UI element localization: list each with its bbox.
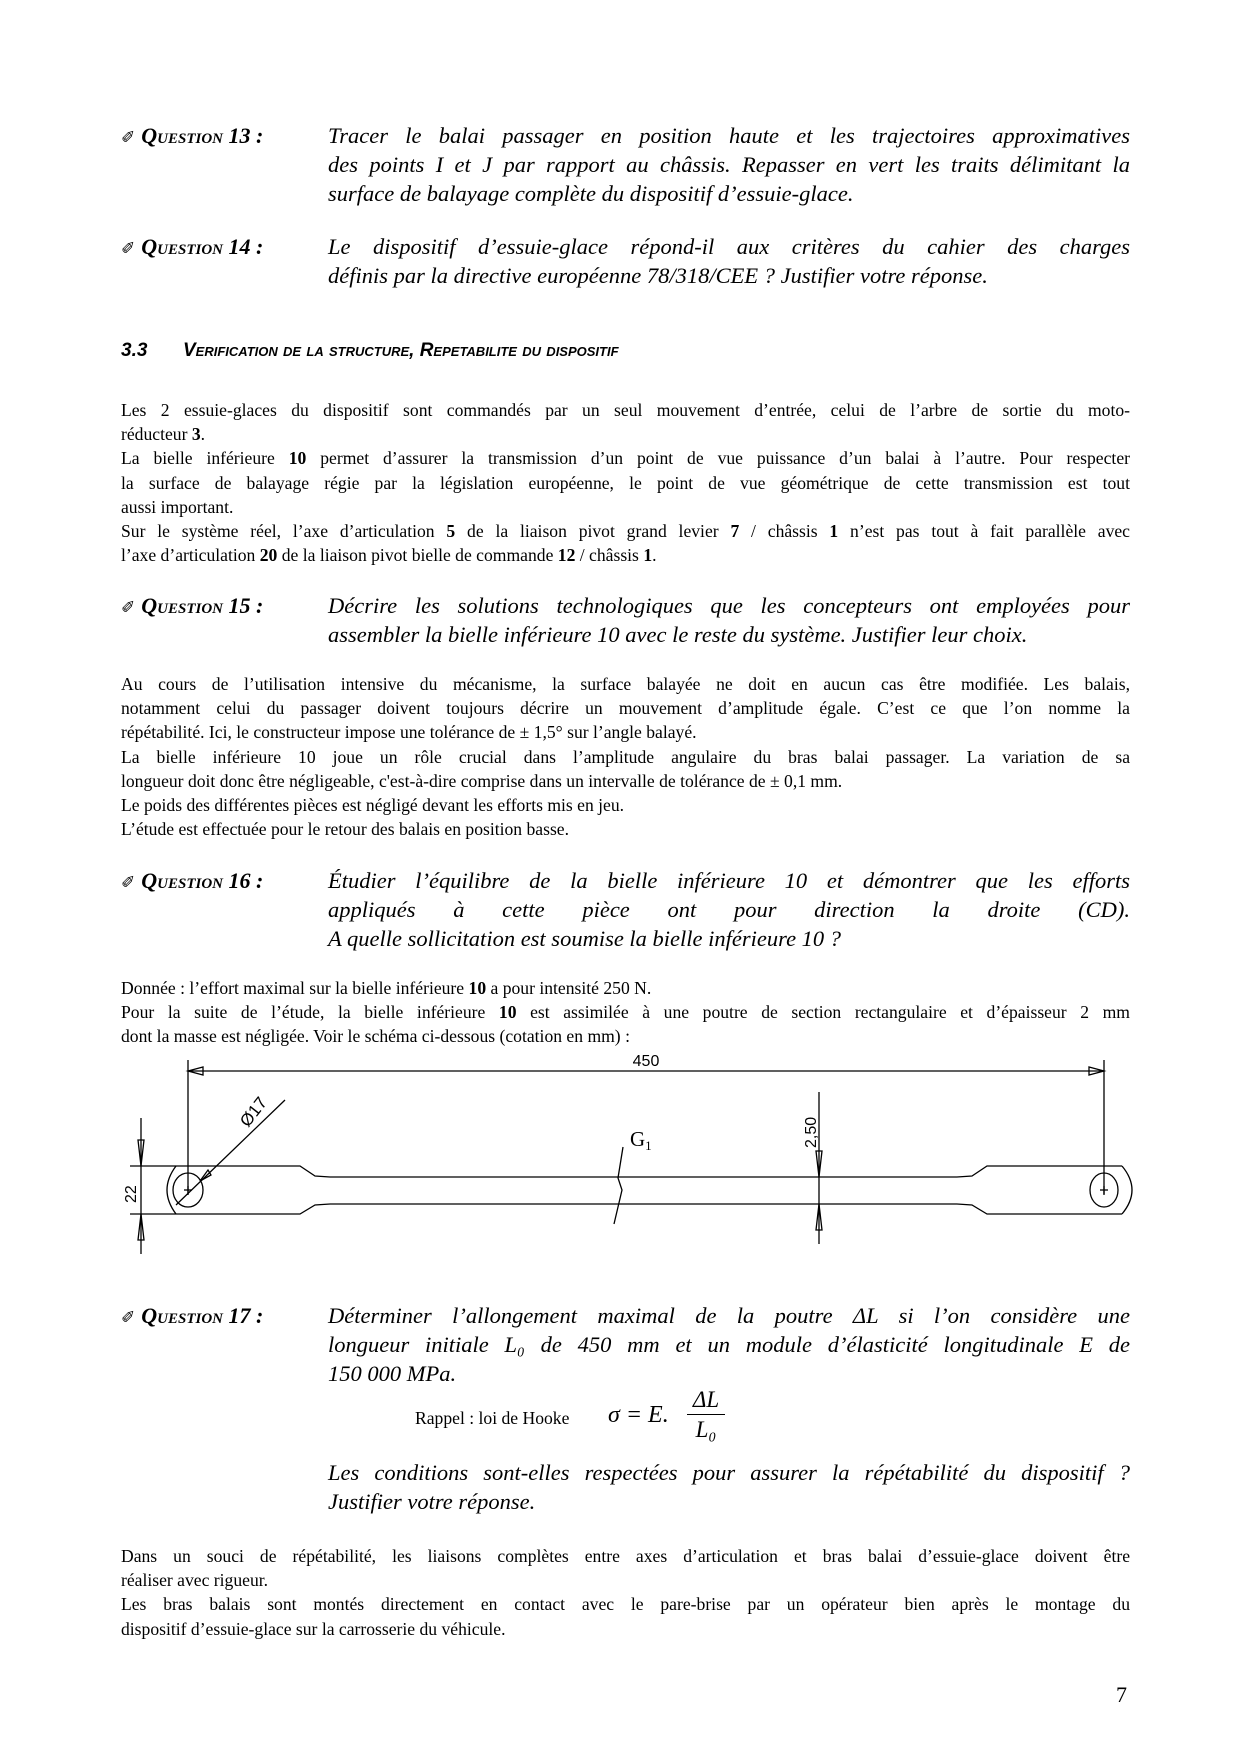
question-text bbox=[328, 591, 1130, 649]
text-line bbox=[121, 1617, 1130, 1641]
text-line: longueur initiale L₀ de 450 mm et un module d’élasticité longitudinale E de bbox=[328, 1332, 1130, 1357]
text-segment: réaliser avec rigueur. bbox=[121, 1570, 269, 1591]
bold-reference: 10 bbox=[498, 1002, 517, 1023]
text-line bbox=[121, 422, 1130, 446]
text-line: 150 000 MPa. bbox=[328, 1361, 457, 1386]
question-label: Question 17 : bbox=[141, 1303, 264, 1328]
question-label: Question 14 : bbox=[141, 234, 264, 259]
text-line bbox=[121, 745, 1130, 769]
text-line bbox=[121, 446, 1130, 470]
text-line: surface de balayage complète du dispositif d’essuie-glace. bbox=[328, 181, 854, 206]
question-label: Question 15 : bbox=[141, 593, 264, 618]
question-label: Question 13 : bbox=[141, 123, 264, 148]
text-segment: dont la masse est négligée. Voir le schéma ci-dessous (cotation en mm) : bbox=[121, 1026, 630, 1047]
numerator: ΔL bbox=[687, 1386, 725, 1415]
question-text bbox=[328, 121, 1130, 208]
bold-reference: 10 bbox=[288, 448, 307, 469]
text-segment: n’est pas tout à fait parallèle avec bbox=[838, 521, 1130, 542]
text-segment: Au cours de l’utilisation intensive du mécanisme, la surface balayée ne doit en aucun cas être modifiée. Les balais, bbox=[121, 674, 1130, 694]
text-segment: . bbox=[200, 424, 206, 445]
question-text bbox=[328, 1458, 1130, 1516]
text-line: A quelle sollicitation est soumise la bielle inférieure 10 ? bbox=[328, 926, 842, 951]
text-line bbox=[121, 1000, 1130, 1024]
text-line bbox=[121, 817, 1130, 841]
text-segment: Les bras balais sont montés directement en contact avec le pare-brise par un opérateur bien après le montage du bbox=[121, 1594, 1130, 1615]
denominator: L₀ bbox=[695, 1417, 717, 1442]
text-line: Étudier l’équilibre de la bielle inférieure 10 et démontrer que les efforts bbox=[328, 868, 1130, 893]
bold-reference: 7 bbox=[730, 521, 740, 542]
text-segment: Les 2 essuie-glaces du dispositif sont commandés par un seul mouvement d’entrée, celui de l’arbre de sortie du moto- bbox=[121, 400, 1130, 420]
text-segment: dispositif d’essuie-glace sur la carrosserie du véhicule. bbox=[121, 1618, 506, 1639]
text-line: Les conditions sont-elles respectées pour assurer la répétabilité du dispositif ? bbox=[328, 1460, 1130, 1485]
text-line bbox=[121, 543, 1130, 567]
text-line bbox=[121, 471, 1130, 495]
bold-reference: 1 bbox=[643, 545, 653, 566]
dimension-thickness-label: 2,50 bbox=[803, 1116, 820, 1148]
text-line: Le dispositif d’essuie-glace répond-il aux critères du cahier des charges bbox=[328, 234, 1130, 259]
pencil-icon: ✐ bbox=[121, 1308, 136, 1327]
pencil-icon: ✐ bbox=[121, 239, 136, 258]
text-segment: Pour la suite de l’étude, la bielle inférieure bbox=[121, 1002, 499, 1023]
text-segment: notamment celui du passager doivent toujours décrire un mouvement d’amplitude égale. C’est ce que l’on nomme la bbox=[121, 698, 1130, 719]
text-line: appliqués à cette pièce ont pour direction la droite (CD). bbox=[328, 897, 1130, 922]
text-line bbox=[121, 672, 1130, 696]
text-line bbox=[121, 976, 1130, 1000]
bold-reference: 1 bbox=[829, 521, 839, 542]
pencil-icon: ✐ bbox=[121, 598, 136, 617]
dimension-length-label: 450 bbox=[632, 1053, 660, 1070]
text-segment: La bielle inférieure bbox=[121, 448, 289, 469]
pencil-icon: ✐ bbox=[121, 128, 136, 147]
paragraph-repeatability bbox=[121, 672, 1130, 841]
text-line: des points I et J par rapport au châssis. Repasser en vert les traits délimitant la bbox=[328, 152, 1130, 177]
paragraph-data bbox=[121, 976, 1130, 1049]
text-segment: a pour intensité 250 N. bbox=[486, 978, 652, 998]
text-segment: permet d’assurer la transmission d’un point de vue puissance d’un balai à l’autre. Pour respecter bbox=[306, 448, 1130, 469]
text-segment: est assimilée à une poutre de section rectangulaire et d’épaisseur 2 mm bbox=[516, 1002, 1130, 1023]
text-segment: Donnée : l’effort maximal sur la bielle inférieure bbox=[121, 978, 469, 998]
dimension-diameter-label: Ø17 bbox=[236, 1093, 271, 1131]
question-text bbox=[328, 866, 1130, 953]
section-title: Verification de la structure, Repetabilite du dispositif bbox=[183, 340, 619, 361]
text-line bbox=[121, 793, 1130, 817]
paragraph-intro bbox=[121, 398, 1130, 567]
text-line bbox=[121, 720, 1130, 744]
text-line bbox=[121, 769, 1130, 793]
bold-reference: 12 bbox=[557, 545, 576, 566]
question-text bbox=[328, 232, 1130, 290]
text-line bbox=[121, 1544, 1130, 1568]
question-label: Question 16 : bbox=[141, 868, 264, 893]
text-segment: . bbox=[652, 545, 657, 566]
text-segment: / châssis bbox=[575, 545, 644, 566]
text-line: Tracer le balai passager en position haute et les trajectoires approximatives bbox=[328, 123, 1130, 148]
text-segment: répétabilité. Ici, le constructeur impose une tolérance de ± 1,5° sur l’angle balayé. bbox=[121, 722, 697, 743]
bold-reference: 5 bbox=[446, 521, 456, 542]
text-line bbox=[121, 696, 1130, 720]
text-segment: L’étude est effectuée pour le retour des balais en position basse. bbox=[121, 819, 570, 840]
formula-label: Rappel : loi de Hooke bbox=[415, 1408, 570, 1428]
text-line bbox=[121, 398, 1130, 422]
right-bore bbox=[1090, 1173, 1118, 1207]
text-segment: Dans un souci de répétabilité, les liaisons complètes entre axes d’articulation et bras balai d’essuie-glace doivent être bbox=[121, 1546, 1130, 1566]
text-line bbox=[121, 1592, 1130, 1616]
text-line bbox=[121, 1568, 1130, 1592]
text-line: Justifier votre réponse. bbox=[328, 1489, 536, 1514]
section-heading bbox=[121, 340, 619, 362]
page-number: 7 bbox=[1116, 1682, 1127, 1707]
dimension-width-label: 22 bbox=[123, 1185, 140, 1203]
text-line: Déterminer l’allongement maximal de la poutre ΔL si l’on considère une bbox=[328, 1303, 1130, 1328]
text-line bbox=[121, 1024, 1130, 1048]
formula-fraction bbox=[687, 1386, 725, 1445]
pencil-icon: ✐ bbox=[121, 873, 136, 892]
text-line bbox=[121, 519, 1130, 543]
text-segment: réducteur bbox=[121, 424, 192, 445]
question-text bbox=[328, 1301, 1130, 1388]
centroid-label: G1 bbox=[630, 1127, 652, 1153]
text-line: Décrire les solutions technologiques que les concepteurs ont employées pour bbox=[328, 593, 1130, 618]
text-segment: aussi important. bbox=[121, 496, 234, 517]
left-bore bbox=[173, 1173, 203, 1207]
text-line: définis par la directive européenne 78/318/CEE ? Justifier votre réponse. bbox=[328, 263, 988, 288]
text-segment: la surface de balayage régie par la législation européenne, le point de vue géométrique de cette transmission est tout bbox=[121, 472, 1130, 493]
bold-reference: 3 bbox=[191, 424, 201, 445]
text-segment: Le poids des différentes pièces est négligé devant les efforts mis en jeu. bbox=[121, 795, 625, 816]
text-segment: de la liaison pivot grand levier bbox=[455, 521, 731, 542]
text-line bbox=[121, 495, 1130, 519]
paragraph-assembly bbox=[121, 1544, 1130, 1641]
text-segment: / châssis bbox=[739, 521, 830, 542]
text-segment: l’axe d’articulation bbox=[121, 545, 260, 566]
text-line: assembler la bielle inférieure 10 avec le reste du système. Justifier leur choix. bbox=[328, 622, 1028, 647]
bold-reference: 20 bbox=[259, 545, 278, 566]
formula-lhs: σ = E. bbox=[608, 1402, 669, 1428]
section-number: 3.3 bbox=[121, 340, 148, 361]
text-segment: Sur le système réel, l’axe d’articulation bbox=[121, 521, 447, 542]
text-segment: longueur doit donc être négligeable, c'est-à-dire comprise dans un intervalle de tolérance de ± 0,1 mm. bbox=[121, 770, 843, 791]
text-segment: de la liaison pivot bielle de commande bbox=[277, 545, 558, 566]
bold-reference: 10 bbox=[468, 978, 487, 998]
text-segment: La bielle inférieure 10 joue un rôle crucial dans l’amplitude angulaire du bras balai passager. La variation de sa bbox=[121, 746, 1130, 767]
